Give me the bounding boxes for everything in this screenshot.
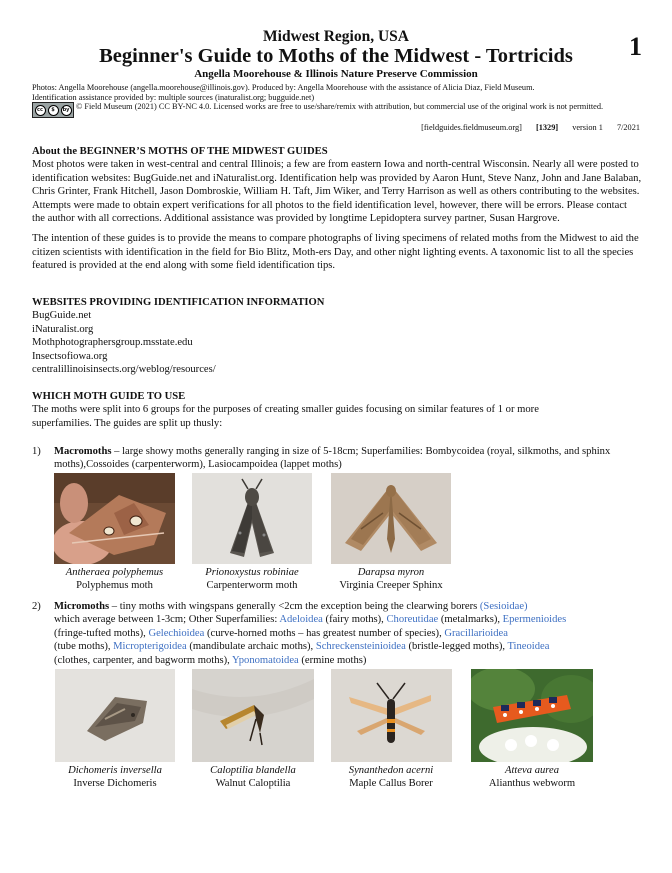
caption-virginia-creeper xyxy=(326,566,456,592)
caption-walnut-caloptilia xyxy=(188,764,318,790)
group-text: (metalmarks), xyxy=(438,614,503,626)
photo-credits xyxy=(32,83,642,103)
superfamily-link[interactable]: Gracillarioidea xyxy=(444,627,508,639)
version: version 1 xyxy=(572,123,603,132)
site-link[interactable]: [fieldguides.fieldmuseum.org] xyxy=(421,123,522,132)
group-text: (fairy moths), xyxy=(322,614,387,626)
guide-id: [1329] xyxy=(536,123,559,132)
meta-line xyxy=(409,123,640,132)
group-text: (mandibulate archaic moths), xyxy=(186,641,316,653)
region-title: Midwest Region, USA xyxy=(263,28,409,45)
which-para: The moths were split into 6 groups for the purposes of creating smaller guides focusing on similar features of 1 or more superfamilies. The guides are split up thusly: xyxy=(32,404,539,429)
common-name: Walnut Caloptilia xyxy=(215,778,291,789)
scientific-name: Prionoxystus robiniae xyxy=(205,567,299,578)
license-block xyxy=(32,102,642,112)
caption-inverse-dichomeris xyxy=(50,764,180,790)
superfamily-link[interactable]: Gelechioidea xyxy=(148,627,205,639)
photo-polyphemus-moth xyxy=(54,473,175,564)
group-text: which average between 1-3cm; Other Superfamilies: xyxy=(54,614,280,626)
group-number: 2) xyxy=(32,601,41,612)
superfamily-link[interactable]: Adeloidea xyxy=(279,614,323,626)
group-2-micromoths xyxy=(32,600,642,667)
group-text: (tube moths), xyxy=(54,641,114,653)
superfamily-link[interactable]: (Sesioidae) xyxy=(479,601,528,612)
about-section xyxy=(32,145,642,273)
photo-inverse-dichomeris xyxy=(55,669,175,762)
common-name: Inverse Dichomeris xyxy=(73,778,157,789)
page-number: 1 xyxy=(629,32,642,61)
common-name: Maple Callus Borer xyxy=(349,778,433,789)
about-para-2: The intention of these guides is to provide the means to compare photographs of living specimens of related moths from the Midwest to aid the citizen scientists with identification in the field for Bio Blitz, Moth-ers Day, and other night lighting events. A taxonomic list to all the species featured is provided at the end along with some field identification tips. xyxy=(32,233,639,272)
group-1-macromoths xyxy=(32,445,642,472)
superfamily-link[interactable]: Epermenioides xyxy=(502,614,567,626)
superfamily-link[interactable]: Choreutidae xyxy=(386,614,439,626)
group-name: Macromoths xyxy=(54,446,112,457)
common-name: Virginia Creeper Sphinx xyxy=(339,580,443,591)
group-number: 1) xyxy=(32,446,41,457)
photo-virginia-creeper-sphinx xyxy=(331,473,451,564)
superfamily-link[interactable]: Yponomatoidea xyxy=(232,654,299,666)
group-name: Micromoths xyxy=(54,601,110,612)
common-name: Polyphemus moth xyxy=(76,580,153,591)
about-heading: About the BEGINNER’S MOTHS OF THE MIDWEST GUIDES xyxy=(32,146,328,157)
scientific-name: Darapsa myron xyxy=(357,567,425,578)
website-link[interactable]: Insectsofiowa.org xyxy=(32,350,108,362)
superfamily-link[interactable]: Schreckensteinioidea xyxy=(315,641,406,653)
website-link[interactable]: centralillinoisinsects.org/weblog/resources/ xyxy=(32,364,216,376)
which-heading: WHICH MOTH GUIDE TO USE xyxy=(32,391,186,402)
caption-maple-callus-borer xyxy=(326,764,456,790)
superfamily-link[interactable]: Micropterigoidea xyxy=(113,641,187,653)
caption-alianthus-webworm xyxy=(467,764,597,790)
group-text: (bristle-legged moths), xyxy=(405,641,508,653)
authors-line: Angella Moorehouse & Illinois Nature Preserve Commission xyxy=(194,68,478,80)
common-name: Alianthus webworm xyxy=(488,778,576,789)
website-link[interactable]: iNaturalist.org xyxy=(32,323,94,335)
caption-polyphemus xyxy=(54,566,175,592)
scientific-name: Dichomeris inversella xyxy=(68,765,162,776)
credits-line-1: Photos: Angella Moorehouse (angella.moorehouse@illinois.gov). Produced by: Angella Moorehouse with the assistance of Alicia Diaz, Field Museum. xyxy=(32,83,535,92)
page-header xyxy=(0,28,672,81)
website-link[interactable]: BugGuide.net xyxy=(32,310,92,322)
about-para-1: Most photos were taken in west-central and central Illinois; a few are from eastern Iowa and north-central Wisconsin. Nearly all were posted to identification websites: BugGuide.net and iNaturalist.org. Identification help was provided by Aaron Hunt, Steve Nanz, John and Jane Balaban, Chris Grinter, Frank Hitchell, Jason Dombroskie, William H. Taft, Jim Wiker, and Terry Harrison as well as others contributing to the websites. Attempts were made to obtain expert verifications for all photos to the field identification level, however, there will be errors. Please contact the author with all corrections. Additional assistance was provided by longtime Lepidoptera survey partner, Susan Hargrove. xyxy=(32,159,642,225)
websites-section xyxy=(32,296,642,376)
photo-alianthus-webworm xyxy=(471,669,593,762)
page-title: Beginner's Guide to Moths of the Midwest - Tortricids xyxy=(99,45,573,67)
cc-license-icon: cc $ by xyxy=(32,102,74,118)
scientific-name: Synanthedon acerni xyxy=(348,765,434,776)
date: 7/2021 xyxy=(616,123,640,132)
scientific-name: Caloptilia blandella xyxy=(210,765,296,776)
group-text: – tiny moths with wingspans generally <2cm the exception being the clearwing borers xyxy=(109,601,480,612)
license-text: © Field Museum (2021) CC BY-NC 4.0. Licensed works are free to use/share/remix with attribution, but commercial use of the original work is not permitted. xyxy=(76,102,604,111)
which-section xyxy=(32,390,642,430)
group-text: (curve-horned moths – has greatest number of species), xyxy=(204,627,445,639)
scientific-name: Antheraea polyphemus xyxy=(65,567,164,578)
common-name: Carpenterworm moth xyxy=(206,580,298,591)
group-text: (clothes, carpenter, and bagworm moths), xyxy=(54,654,233,666)
scientific-name: Atteva aurea xyxy=(504,765,560,776)
photo-carpenterworm-moth xyxy=(192,473,312,564)
superfamily-link[interactable]: Tineoidea xyxy=(507,641,550,653)
group-text: (fringe-tufted moths), xyxy=(54,627,149,639)
websites-heading: WEBSITES PROVIDING IDENTIFICATION INFORMATION xyxy=(32,297,325,308)
photo-maple-callus-borer xyxy=(331,669,452,762)
caption-carpenterworm xyxy=(187,566,317,592)
credits-line-2: Identification assistance provided by: multiple sources (inaturalist.org; bugguide.net) xyxy=(32,93,315,102)
website-link[interactable]: Mothphotographersgroup.msstate.edu xyxy=(32,337,193,349)
group-description: – large showy moths generally ranging in size of 5-18cm; Superfamilies: Bombycoidea (royal, silkmoths, and sphinx moths),Cossoides (carpenterworm), Lasiocampoidea (lappet moths) xyxy=(54,446,611,471)
group-text: (ermine moths) xyxy=(298,654,367,666)
photo-walnut-caloptilia xyxy=(192,669,314,762)
